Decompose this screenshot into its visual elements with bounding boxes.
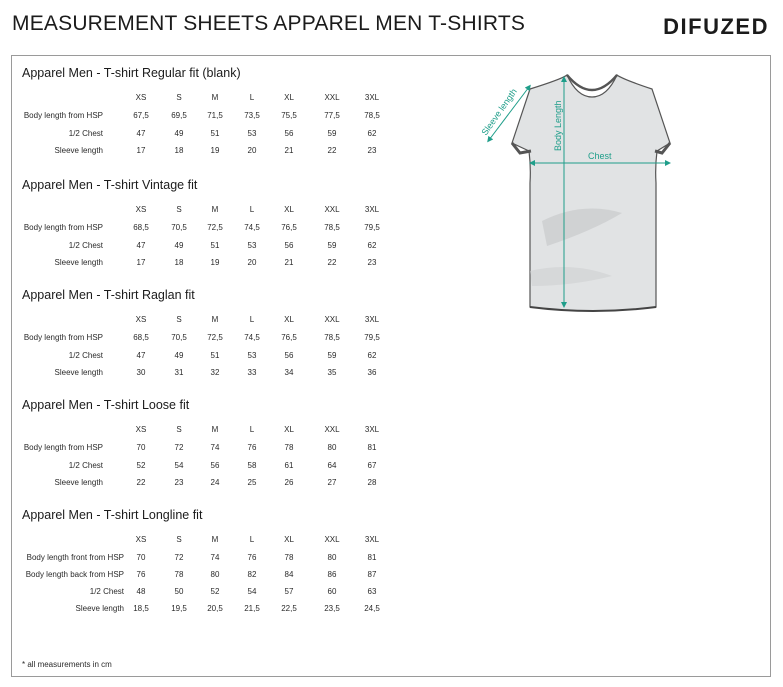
- size-header: L: [249, 425, 255, 434]
- size-header: XXL: [324, 205, 340, 214]
- measurement-value: 51: [210, 350, 220, 360]
- measurement-value: 56: [284, 350, 294, 360]
- measurement-value: 79,5: [364, 223, 380, 232]
- size-header: XL: [284, 535, 294, 544]
- measurement-value: 57: [284, 587, 294, 596]
- size-header: S: [176, 535, 182, 544]
- row-label: Sleeve length: [54, 146, 103, 155]
- measurement-value: 61: [284, 460, 294, 470]
- size-header: L: [249, 93, 255, 102]
- measurement-value: 72,5: [207, 333, 223, 342]
- measurement-value: 62: [367, 128, 377, 138]
- size-header: XXL: [324, 315, 340, 324]
- size-header: XXL: [324, 535, 340, 544]
- measurement-value: 76: [247, 443, 257, 452]
- measurement-value: 19: [210, 146, 220, 155]
- measurement-value: 49: [174, 128, 184, 138]
- measurement-value: 33: [247, 368, 257, 377]
- measurement-value: 56: [284, 128, 294, 138]
- measurement-value: 23: [174, 478, 184, 487]
- measurement-value: 62: [367, 350, 377, 360]
- measurement-value: 78: [284, 553, 294, 562]
- measurement-value: 56: [284, 240, 294, 250]
- measurement-value: 51: [210, 128, 220, 138]
- measurement-value: 50: [174, 587, 184, 596]
- measurement-value: 81: [367, 553, 377, 562]
- measurement-value: 67,5: [133, 111, 149, 120]
- row-label: Body length from HSP: [23, 223, 103, 232]
- measurement-value: 30: [136, 368, 146, 377]
- measurement-value: 19,5: [171, 604, 187, 613]
- row-label: Sleeve length: [54, 258, 103, 267]
- measurement-value: 67: [367, 460, 377, 470]
- measurement-value: 87: [367, 570, 377, 579]
- measurement-value: 77,5: [324, 111, 340, 120]
- measurement-value: 51: [210, 240, 220, 250]
- measurement-value: 34: [284, 368, 294, 377]
- measurement-value: 76,5: [281, 223, 297, 232]
- measurement-value: 79,5: [364, 333, 380, 342]
- measurement-value: 75,5: [281, 111, 297, 120]
- measurement-value: 53: [247, 128, 257, 138]
- measurement-value: 71,5: [207, 111, 223, 120]
- measurement-value: 68,5: [133, 223, 149, 232]
- measurement-value: 82: [247, 570, 257, 579]
- measurement-value: 23: [367, 146, 377, 155]
- measurement-value: 22: [327, 146, 337, 155]
- size-header: XS: [135, 205, 147, 214]
- section-title: Apparel Men - T-shirt Regular fit (blank): [22, 66, 241, 80]
- measurement-value: 81: [367, 443, 377, 452]
- measurement-value: 20: [247, 258, 257, 267]
- measurement-value: 23: [367, 258, 377, 267]
- measurement-value: 21,5: [244, 604, 260, 613]
- measurement-value: 86: [327, 570, 337, 579]
- measurement-value: 78: [284, 443, 294, 452]
- measurement-value: 53: [247, 240, 257, 250]
- measurement-value: 17: [136, 146, 146, 155]
- size-header: S: [176, 425, 182, 434]
- measurement-value: 35: [327, 368, 337, 377]
- row-label: Body length front from HSP: [26, 553, 124, 562]
- size-header: M: [211, 425, 219, 434]
- measurement-value: 47: [136, 350, 146, 360]
- measurement-value: 80: [210, 570, 220, 579]
- measurement-value: 18: [174, 146, 184, 155]
- section-title: Apparel Men - T-shirt Loose fit: [22, 398, 190, 412]
- measurement-value: 78,5: [364, 111, 380, 120]
- size-header: S: [176, 93, 182, 102]
- measurement-value: 23,5: [324, 604, 340, 613]
- measurement-value: 62: [367, 240, 377, 250]
- row-label: 1/2 Chest: [68, 240, 103, 250]
- size-header: XS: [135, 93, 147, 102]
- tshirt-diagram: [472, 71, 732, 326]
- section-title: Apparel Men - T-shirt Vintage fit: [22, 178, 198, 192]
- measurement-value: 74: [210, 443, 220, 452]
- row-label: 1/2 Chest: [68, 350, 103, 360]
- size-header: M: [211, 205, 219, 214]
- measurement-value: 76: [247, 553, 257, 562]
- size-header: 3XL: [364, 535, 380, 544]
- size-header: L: [249, 205, 255, 214]
- measurement-value: 22: [136, 478, 146, 487]
- measurement-value: 22: [327, 258, 337, 267]
- measurement-value: 74,5: [244, 223, 260, 232]
- measurement-value: 76: [136, 570, 146, 579]
- size-header: XXL: [324, 425, 340, 434]
- measurement-value: 69,5: [171, 111, 187, 120]
- measurement-value: 56: [210, 460, 220, 470]
- row-label: Body length back from HSP: [25, 570, 124, 579]
- measurement-value: 18: [174, 258, 184, 267]
- row-label: Sleeve length: [54, 368, 103, 377]
- size-header: 3XL: [364, 93, 380, 102]
- measurement-value: 76,5: [281, 333, 297, 342]
- measurement-value: 74: [210, 553, 220, 562]
- measurement-value: 60: [327, 587, 337, 596]
- size-header: L: [249, 535, 255, 544]
- size-header: XL: [284, 425, 294, 434]
- measurement-value: 49: [174, 240, 184, 250]
- measurement-value: 70: [136, 553, 146, 562]
- measurement-value: 78: [174, 570, 184, 579]
- measurement-value: 84: [284, 570, 294, 579]
- measurement-value: 19: [210, 258, 220, 267]
- measurement-value: 47: [136, 128, 146, 138]
- measurement-value: 53: [247, 350, 257, 360]
- measurement-value: 21: [284, 258, 294, 267]
- measurement-value: 28: [367, 478, 377, 487]
- measurement-value: 52: [136, 460, 146, 470]
- measurement-value: 36: [367, 368, 377, 377]
- size-header: 3XL: [364, 315, 380, 324]
- size-header: M: [211, 535, 219, 544]
- section-title: Apparel Men - T-shirt Longline fit: [22, 508, 203, 522]
- row-label: Body length from HSP: [23, 111, 103, 120]
- page-title: MEASUREMENT SHEETS APPAREL MEN T-SHIRTS: [12, 12, 526, 35]
- measurement-value: 25: [247, 478, 257, 487]
- size-header: XXL: [324, 93, 340, 102]
- size-header: XS: [135, 535, 147, 544]
- footnote: * all measurements in cm: [22, 660, 112, 669]
- measurement-value: 47: [136, 240, 146, 250]
- size-header: XS: [135, 315, 147, 324]
- measurement-value: 27: [327, 478, 337, 487]
- size-header: XL: [284, 93, 294, 102]
- measurement-value: 17: [136, 258, 146, 267]
- measurement-value: 48: [136, 587, 146, 596]
- sleeve-length-label: Sleeve length: [479, 86, 519, 138]
- brand-logo: DIFUZED: [663, 14, 769, 39]
- size-header: S: [176, 205, 182, 214]
- measurement-value: 24: [210, 478, 220, 487]
- size-header: L: [249, 315, 255, 324]
- measurement-value: 73,5: [244, 111, 260, 120]
- measurement-value: 78,5: [324, 333, 340, 342]
- measurement-value: 54: [174, 460, 184, 470]
- size-header: XS: [135, 425, 147, 434]
- measurement-value: 24,5: [364, 604, 380, 613]
- chest-label: Chest: [588, 151, 612, 161]
- measurement-value: 72,5: [207, 223, 223, 232]
- row-label: Sleeve length: [75, 604, 124, 613]
- measurement-value: 70: [136, 443, 146, 452]
- size-header: 3XL: [364, 425, 380, 434]
- size-header: M: [211, 315, 219, 324]
- size-header: XL: [284, 205, 294, 214]
- row-label: Sleeve length: [54, 478, 103, 487]
- measurement-value: 70,5: [171, 223, 187, 232]
- measurement-value: 80: [327, 443, 337, 452]
- measurement-value: 80: [327, 553, 337, 562]
- measurement-value: 72: [174, 553, 184, 562]
- measurement-value: 59: [327, 240, 337, 250]
- measurement-value: 78,5: [324, 223, 340, 232]
- size-header: 3XL: [364, 205, 380, 214]
- size-header: S: [176, 315, 182, 324]
- measurement-value: 18,5: [133, 604, 149, 613]
- measurement-value: 22,5: [281, 604, 297, 613]
- size-header: M: [211, 93, 219, 102]
- measurement-value: 20: [247, 146, 257, 155]
- size-header: XL: [284, 315, 294, 324]
- measurement-value: 59: [327, 350, 337, 360]
- measurement-value: 70,5: [171, 333, 187, 342]
- body-length-label: Body Length: [553, 100, 563, 151]
- row-label: Body length from HSP: [23, 443, 103, 452]
- measurement-value: 72: [174, 443, 184, 452]
- section-title: Apparel Men - T-shirt Raglan fit: [22, 288, 195, 302]
- measurement-value: 58: [247, 460, 257, 470]
- measurement-value: 32: [210, 368, 220, 377]
- measurement-value: 26: [284, 478, 294, 487]
- row-label: 1/2 Chest: [68, 460, 103, 470]
- measurement-value: 21: [284, 146, 294, 155]
- row-label: Body length from HSP: [23, 333, 103, 342]
- measurement-value: 74,5: [244, 333, 260, 342]
- measurement-value: 49: [174, 350, 184, 360]
- measurement-value: 64: [327, 460, 337, 470]
- row-label: 1/2 Chest: [89, 587, 124, 596]
- measurement-value: 59: [327, 128, 337, 138]
- measurement-value: 31: [174, 368, 184, 377]
- measurement-value: 52: [210, 587, 220, 596]
- row-label: 1/2 Chest: [68, 128, 103, 138]
- measurement-value: 20,5: [207, 604, 223, 613]
- measurement-value: 54: [247, 587, 257, 596]
- measurement-value: 68,5: [133, 333, 149, 342]
- measurement-sheet: [11, 55, 771, 677]
- measurement-value: 63: [367, 587, 377, 596]
